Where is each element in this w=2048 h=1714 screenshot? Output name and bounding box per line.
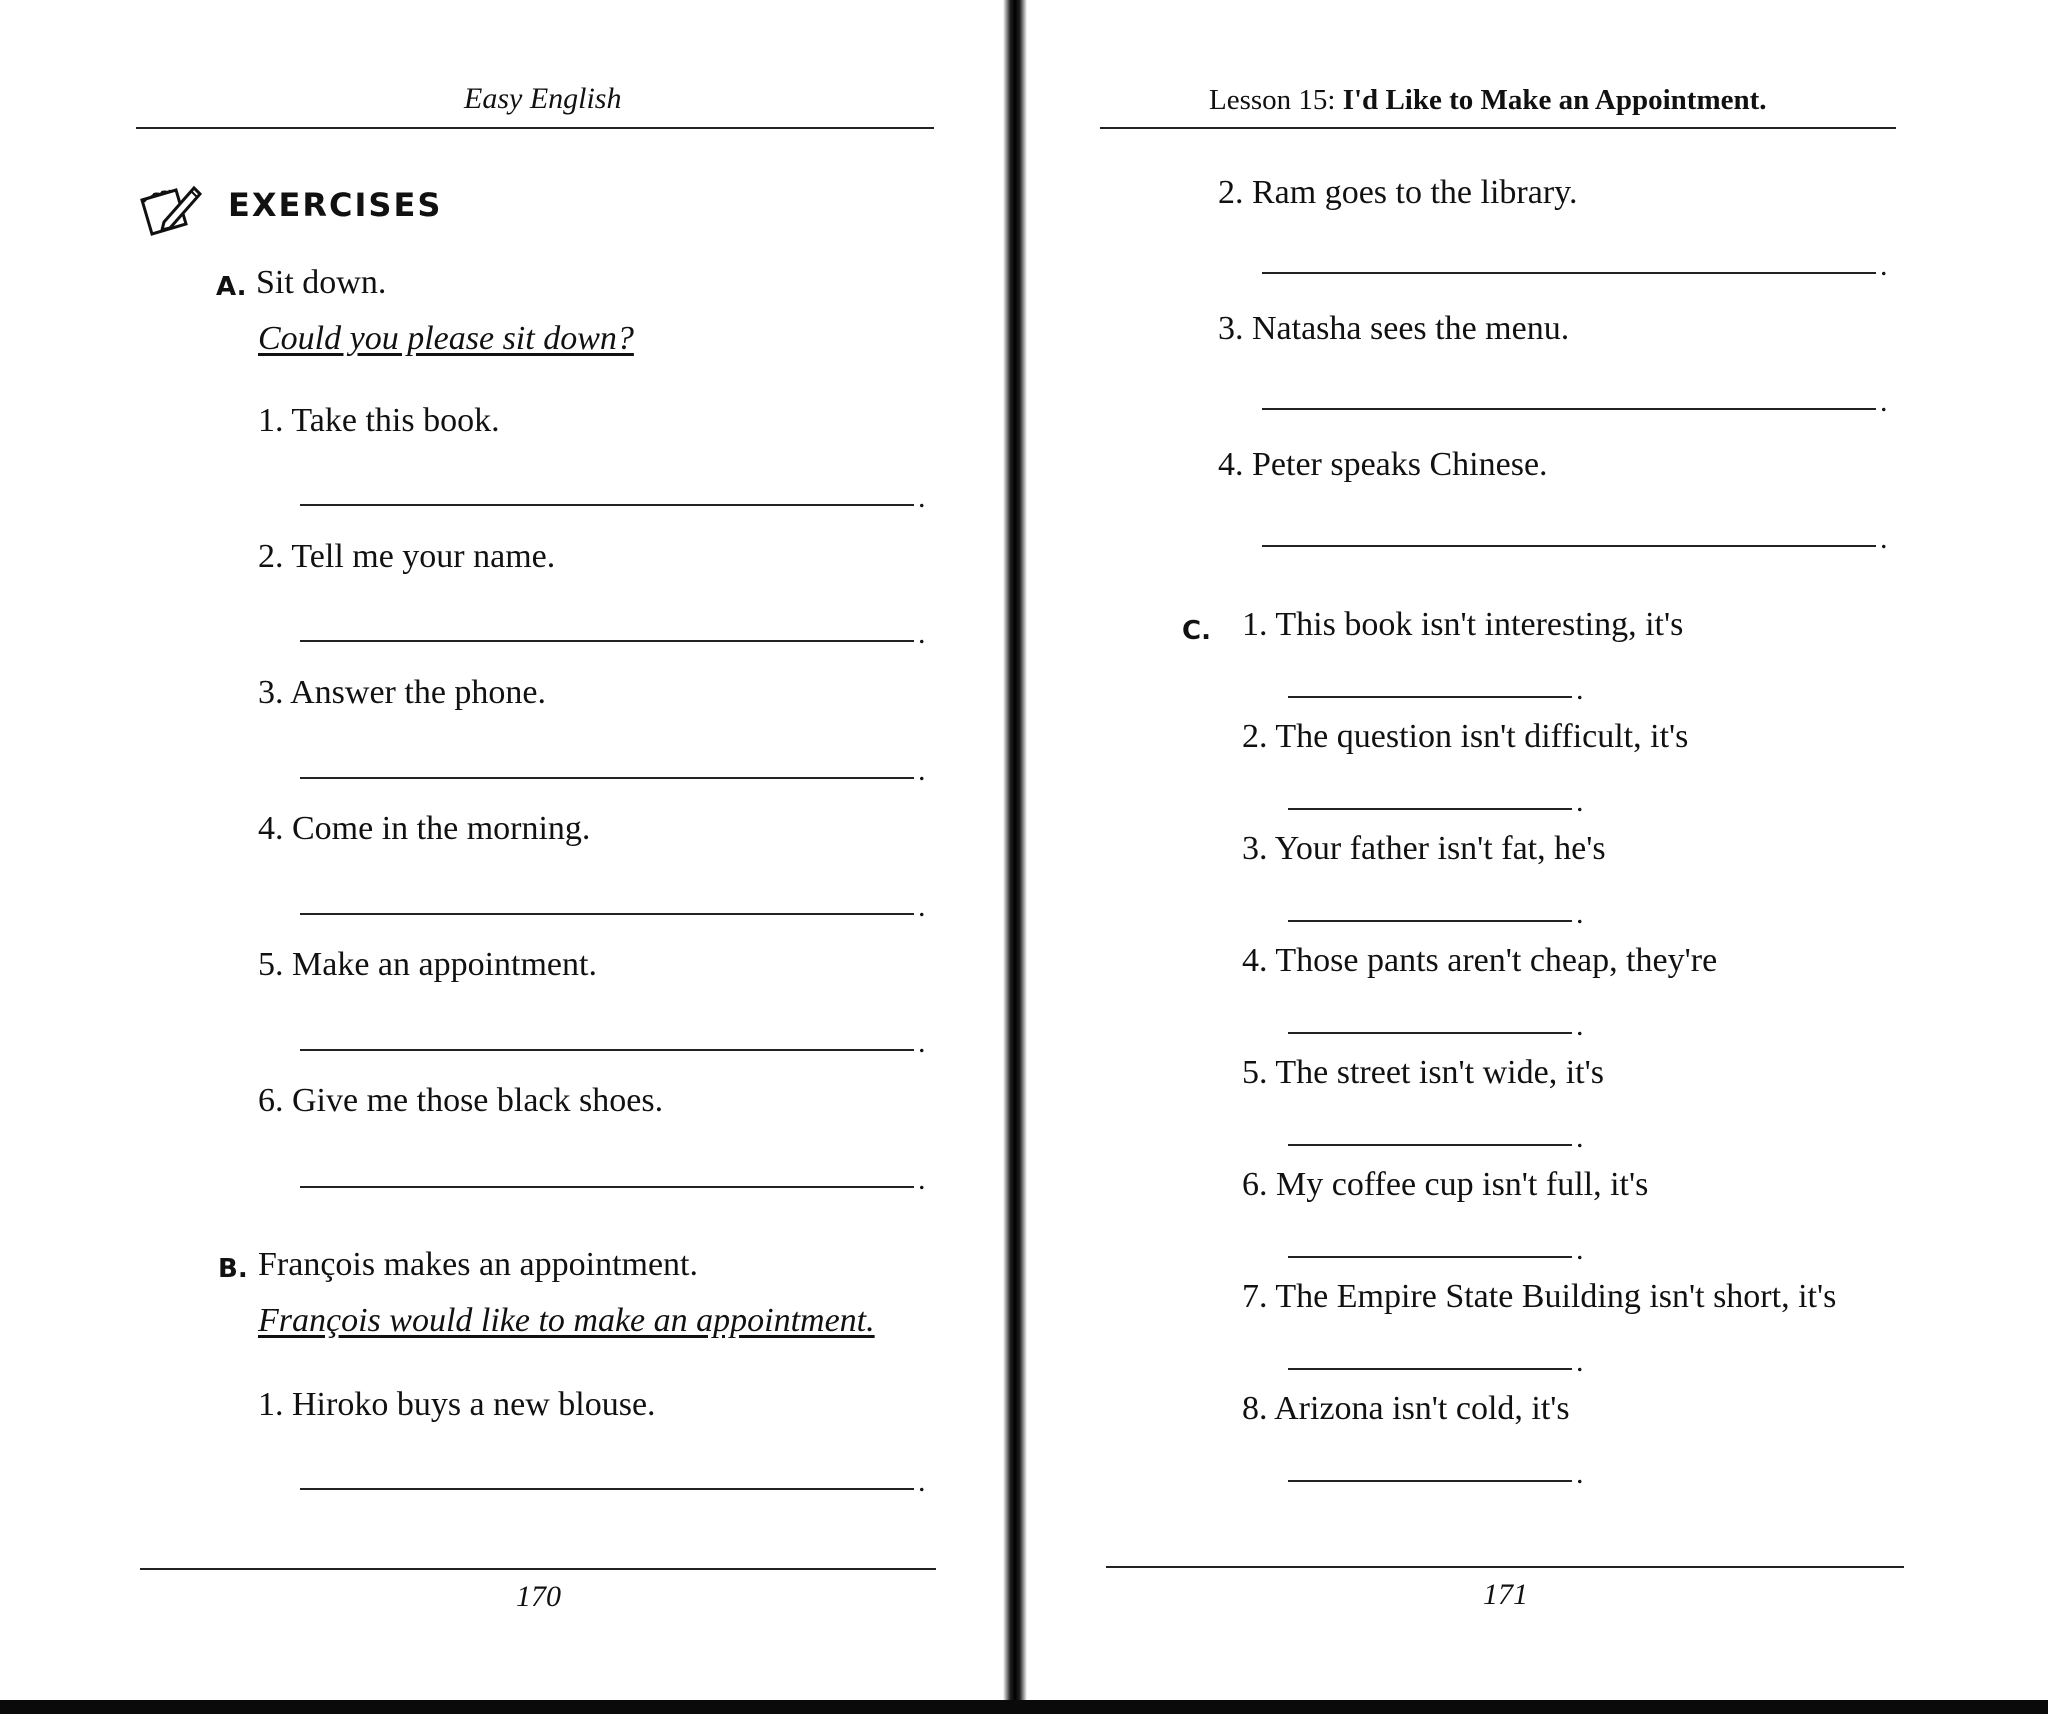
answer-period: . xyxy=(1576,785,1584,818)
item-number: 6. xyxy=(258,1082,284,1119)
item-text: Answer the phone. xyxy=(290,674,547,711)
answer-period: . xyxy=(918,754,926,787)
answer-line-c5[interactable] xyxy=(1288,1144,1572,1146)
section-a-item-3 xyxy=(258,674,546,712)
right-header-rule xyxy=(1100,127,1896,129)
section-b-prompt: François makes an appointment. xyxy=(258,1246,699,1283)
answer-line-b3[interactable] xyxy=(1262,408,1876,410)
item-text: The street isn't wide, it's xyxy=(1275,1054,1604,1091)
item-number: 3. xyxy=(1242,830,1268,867)
item-text: Hiroko buys a new blouse. xyxy=(292,1386,656,1423)
item-number: 7. xyxy=(1242,1278,1268,1315)
right-page-number: 171 xyxy=(1483,1578,1528,1611)
section-c-item-2 xyxy=(1242,718,1688,756)
answer-line-c2[interactable] xyxy=(1288,808,1572,810)
answer-period: . xyxy=(1576,1009,1584,1042)
section-b-item-4 xyxy=(1218,446,1548,484)
section-a-item-2 xyxy=(258,538,555,576)
answer-line-a4[interactable] xyxy=(300,913,914,915)
answer-line-c8[interactable] xyxy=(1288,1480,1572,1482)
answer-period: . xyxy=(1880,522,1888,555)
answer-line-c6[interactable] xyxy=(1288,1256,1572,1258)
section-c-item-7 xyxy=(1242,1278,1836,1316)
item-number: 6. xyxy=(1242,1166,1268,1203)
section-b-letter: B. xyxy=(218,1254,248,1284)
answer-line-a2[interactable] xyxy=(300,640,914,642)
item-number: 2. xyxy=(1218,174,1244,211)
section-c-item-3 xyxy=(1242,830,1606,868)
answer-period: . xyxy=(1576,1457,1584,1490)
section-a-prompt: Sit down. xyxy=(256,264,387,301)
item-text: Tell me your name. xyxy=(291,538,556,575)
answer-line-c4[interactable] xyxy=(1288,1032,1572,1034)
item-text: Make an appointment. xyxy=(292,946,597,983)
item-text: Ram goes to the library. xyxy=(1252,174,1578,211)
section-b-item-3 xyxy=(1218,310,1569,348)
item-number: 2. xyxy=(258,538,284,575)
item-text: Natasha sees the menu. xyxy=(1252,310,1570,347)
answer-period: . xyxy=(918,617,926,650)
section-b-item-2 xyxy=(1218,174,1577,212)
item-number: 4. xyxy=(1242,942,1268,979)
section-c-item-4 xyxy=(1242,942,1717,980)
exercises-title: EXERCISES xyxy=(228,186,443,224)
section-a-letter: A. xyxy=(216,272,247,302)
item-text: The Empire State Building isn't short, it's xyxy=(1275,1278,1837,1315)
answer-line-a3[interactable] xyxy=(300,777,914,779)
answer-period: . xyxy=(1576,673,1584,706)
item-text: This book isn't interesting, it's xyxy=(1275,606,1684,643)
item-text: Take this book. xyxy=(291,402,500,439)
section-a-item-5 xyxy=(258,946,597,984)
right-footer-rule xyxy=(1106,1566,1904,1568)
answer-line-c1[interactable] xyxy=(1288,696,1572,698)
answer-period: . xyxy=(1880,249,1888,282)
section-c-letter: C. xyxy=(1182,616,1211,646)
section-c-item-8 xyxy=(1242,1390,1570,1428)
section-a-item-6 xyxy=(258,1082,663,1120)
lesson-title: I'd Like to Make an Appointment. xyxy=(1342,84,1767,116)
answer-period: . xyxy=(918,1026,926,1059)
section-a-item-1 xyxy=(258,402,500,440)
left-header-rule xyxy=(136,127,934,129)
left-footer-rule xyxy=(140,1568,936,1570)
scan-bottom-edge xyxy=(0,1700,2048,1714)
notepad-pencil-icon xyxy=(136,178,206,248)
answer-line-a5[interactable] xyxy=(300,1049,914,1051)
item-text: Give me those black shoes. xyxy=(292,1082,664,1119)
section-c-item-6 xyxy=(1242,1166,1648,1204)
answer-period: . xyxy=(1576,1233,1584,1266)
item-number: 3. xyxy=(258,674,284,711)
item-number: 1. xyxy=(258,1386,284,1423)
answer-period: . xyxy=(1880,385,1888,418)
item-number: 8. xyxy=(1242,1390,1268,1427)
book-spine xyxy=(1003,0,1027,1714)
right-running-header xyxy=(1209,84,1767,117)
section-a-item-4 xyxy=(258,810,590,848)
answer-line-c3[interactable] xyxy=(1288,920,1572,922)
left-running-header: Easy English xyxy=(464,82,622,115)
answer-period: . xyxy=(918,481,926,514)
item-number: 5. xyxy=(1242,1054,1268,1091)
section-b-example: François would like to make an appointment. xyxy=(258,1302,875,1339)
answer-line-c7[interactable] xyxy=(1288,1368,1572,1370)
answer-period: . xyxy=(918,890,926,923)
item-number: 2. xyxy=(1242,718,1268,755)
item-text: Peter speaks Chinese. xyxy=(1252,446,1548,483)
section-b-item-1 xyxy=(258,1386,656,1424)
answer-line-b2[interactable] xyxy=(1262,272,1876,274)
item-number: 1. xyxy=(1242,606,1268,643)
item-text: Come in the morning. xyxy=(292,810,591,847)
answer-period: . xyxy=(918,1163,926,1196)
answer-period: . xyxy=(1576,897,1584,930)
left-page-number: 170 xyxy=(516,1580,561,1613)
item-number: 4. xyxy=(1218,446,1244,483)
item-text: Your father isn't fat, he's xyxy=(1274,830,1606,867)
lesson-label: Lesson 15: xyxy=(1209,84,1343,116)
section-a-example: Could you please sit down? xyxy=(258,320,634,357)
item-number: 3. xyxy=(1218,310,1244,347)
section-c-item-1 xyxy=(1242,606,1683,644)
item-text: Those pants aren't cheap, they're xyxy=(1275,942,1718,979)
answer-line-b4[interactable] xyxy=(1262,545,1876,547)
item-text: The question isn't difficult, it's xyxy=(1275,718,1689,755)
answer-period: . xyxy=(1576,1121,1584,1154)
section-c-item-5 xyxy=(1242,1054,1604,1092)
answer-line-a6[interactable] xyxy=(300,1186,914,1188)
answer-period: . xyxy=(918,1465,926,1498)
answer-line-b1[interactable] xyxy=(300,1488,914,1490)
item-number: 1. xyxy=(258,402,284,439)
answer-period: . xyxy=(1576,1345,1584,1378)
answer-line-a1[interactable] xyxy=(300,504,914,506)
item-number: 5. xyxy=(258,946,284,983)
item-text: My coffee cup isn't full, it's xyxy=(1276,1166,1649,1203)
item-number: 4. xyxy=(258,810,284,847)
item-text: Arizona isn't cold, it's xyxy=(1274,1390,1570,1427)
